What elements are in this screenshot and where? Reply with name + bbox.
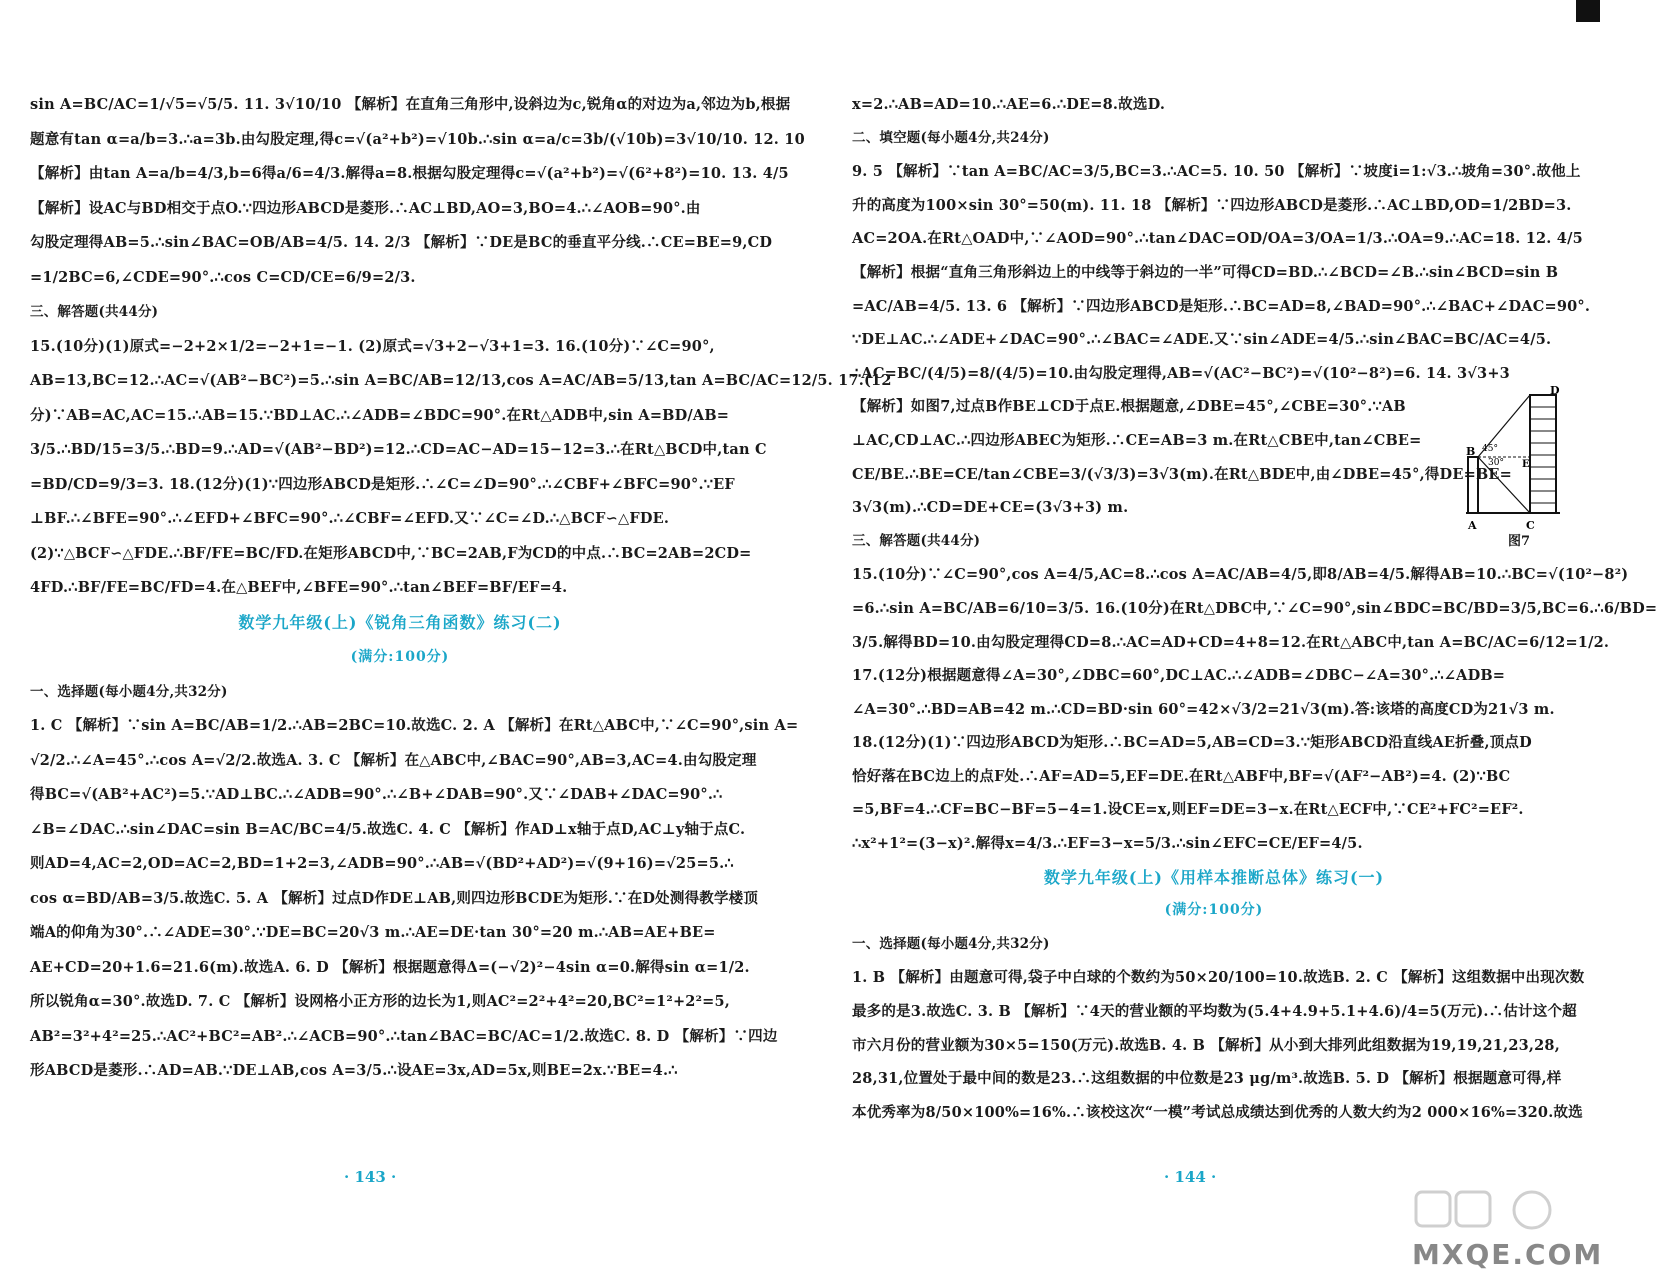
left-text-line: cos α=BD/AB=3/5.故选C. 5. A 【解析】过点D作DE⊥AB,则四边形BCDE为矩形.∵在D处测得教学楼顶 xyxy=(30,889,759,907)
right-text-line: =AC/AB=4/5. 13. 6 【解析】∵四边形ABCD是矩形.∴BC=AD=8,∠BAD=90°.∴∠BAC+∠DAC=90°. xyxy=(852,297,1591,315)
watermark-text: MXQE.COM xyxy=(1412,1238,1604,1271)
left-text-line: 所以锐角α=30°.故选D. 7. C 【解析】设网格小正方形的边长为1,则AC²=2²+4²=20,BC²=1²+2²=5, xyxy=(30,993,731,1010)
left-text-line: 分)∵AB=AC,AC=15.∴AB=15.∵BD⊥AC.∴∠ADB=∠BDC=90°.在Rt△ADB中,sin A=BD/AB= xyxy=(30,406,730,424)
left-text-line: √2/2.∴∠A=45°.∴cos A=√2/2.故选A. 3. C 【解析】在△ABC中,∠BAC=90°,AB=3,AC=4.由勾股定理 xyxy=(30,751,757,769)
left-text-line: 3/5.∴BD/15=3/5.∴BD=9.∴AD=√(AB²−BD²)=12.∴CD=AC−AD=15−12=3.∴在Rt△BCD中,tan C xyxy=(30,441,767,458)
left-answer-block-1 xyxy=(30,88,805,295)
left-text-line: (2)∵△BCF∽△FDE.∴BF/FE=BC/FD.在矩形ABCD中,∵BC=2AB,F为CD的中点.∴BC=2AB=2CD= xyxy=(30,544,752,562)
left-text-line: sin A=BC/AC=1/√5=√5/5. 11. 3√10/10 【解析】在直角三角形中,设斜边为c,锐角α的对边为a,邻边为b,根据 xyxy=(30,96,791,113)
right-text-line: 18.(12分)(1)∵四边形ABCD为矩形.∴BC=AD=5,AB=CD=3.∵矩形ABCD沿直线AE折叠,顶点D xyxy=(852,734,1532,752)
exercise-subtitle-score: (满分:100分) xyxy=(350,649,450,665)
left-text-line: 则AD=4,AC=2,OD=AC=2,BD=1+2=3,∠ADB=90°.∴AB=√(BD²+AD²)=√(9+16)=√25=5.∴ xyxy=(30,855,734,872)
angle-45: 45° xyxy=(1482,444,1498,454)
left-text-line: AB=13,BC=12.∴AC=√(AB²−BC²)=5.∴sin A=BC/AB=12/13,cos A=AC/AB=5/13,tan A=BC/AC=12/5. 17.(12 xyxy=(30,372,892,389)
left-text-line: 15.(10分)(1)原式=−2+2×1/2=−2+1=−1. (2)原式=√3+2−√3+1=3. 16.(10分)∵∠C=90°, xyxy=(30,337,715,355)
right-text-line: ∵DE⊥AC.∴∠ADE+∠DAC=90°.∴∠BAC=∠ADE.又∵sin∠ADE=4/5.∴sin∠BAC=BC/AC=4/5. xyxy=(852,331,1552,349)
page-number-144: · 144 · xyxy=(1164,1168,1217,1186)
left-text-line: 端A的仰角为30°.∴∠ADE=30°.∵DE=BC=20√3 m.∴AE=DE·tan 30°=20 m.∴AB=AE+BE= xyxy=(30,924,716,941)
section-heading-jieda-right: 三、解答题(共44分) xyxy=(852,532,981,549)
right-text-line: ∠A=30°.∴BD=AB=42 m.∴CD=BD·sin 60°=42×√3/2=21√3(m).答:该塔的高度CD为21√3 m. xyxy=(852,700,1555,718)
left-text-line: 勾股定理得AB=5.∴sin∠BAC=OB/AB=4/5. 14. 2/3 【解析】∵DE是BC的垂直平分线.∴CE=BE=9,CD xyxy=(30,234,773,251)
left-text-line: ⊥BF.∴∠BFE=90°.∴∠EFD+∠BFC=90°.∴∠CBF=∠EFD.又∵∠C=∠D.∴△BCF∽△FDE. xyxy=(30,510,670,527)
exercise-title-trig-2: 数学九年级(上)《锐角三角函数》练习(二) xyxy=(238,612,562,632)
section-heading-xuanze-right: 一、选择题(每小题4分,共32分) xyxy=(852,935,1050,952)
right-answer-block-1 xyxy=(852,88,1576,122)
right-text-line: ⊥AC,CD⊥AC.∴四边形ABEC为矩形.∴CE=AB=3 m.在Rt△CBE中,tan∠CBE= xyxy=(852,431,1422,449)
figure-7-tower-diagram xyxy=(1466,385,1578,533)
left-page xyxy=(30,88,892,1089)
left-text-line: AE+CD=20+1.6=21.6(m).故选A. 6. D 【解析】根据题意得Δ=(−√2)²−4sin α=0.解得sin α=1/2. xyxy=(30,958,750,976)
left-text-line: 【解析】设AC与BD相交于点O.∵四边形ABCD是菱形.∴AC⊥BD,AO=3,BO=4.∴∠AOB=90°.由 xyxy=(30,199,701,217)
right-text-line: AC=2OA.在Rt△OAD中,∵∠AOD=90°.∴tan∠DAC=OD/OA=3/OA=1/3.∴OA=9.∴AC=18. 12. 4/5 xyxy=(852,230,1583,248)
right-text-line: =5,BF=4.∴CF=BC−BF=5−4=1.设CE=x,则EF=DE=3−x.在Rt△ECF中,∵CE²+FC²=EF². xyxy=(852,801,1524,819)
figure-7-caption: 图7 xyxy=(1508,534,1531,549)
right-text-line: 3√3(m).∴CD=DE+CE=(3√3+3) m. xyxy=(852,499,1129,517)
right-text-line: 1. B 【解析】由题意可得,袋子中白球的个数约为50×20/100=10.故选B. 2. C 【解析】这组数据中出现次数 xyxy=(852,969,1585,987)
right-text-line: 升的高度为100×sin 30°=50(m). 11. 18 【解析】∵四边形ABCD是菱形.∴AC⊥BD,OD=1/2BD=3. xyxy=(852,196,1572,214)
right-answer-block-4 xyxy=(852,961,1585,1129)
right-page xyxy=(852,88,1657,1129)
building-outline xyxy=(1530,395,1556,513)
left-text-line: 1. C 【解析】∵sin A=BC/AB=1/2.∴AB=2BC=10.故选C. 2. A 【解析】在Rt△ABC中,∵∠C=90°,sin A= xyxy=(30,717,799,734)
right-text-line: 恰好落在BC边上的点F处.∴AF=AD=5,EF=DE.在Rt△ABF中,BF=√(AF²−AB²)=4. (2)∵BC xyxy=(852,767,1511,785)
right-text-line: 17.(12分)根据题意得∠A=30°,∠DBC=60°,DC⊥AC.∴∠ADB=∠DBC−∠A=30°.∴∠ADB= xyxy=(852,667,1506,685)
right-text-line: 28,31,位置处于最中间的数是23.∴这组数据的中位数是23 μg/m³.故选B. 5. D 【解析】根据题意可得,样 xyxy=(852,1070,1562,1088)
exercise-title-sampling-1: 数学九年级(上)《用样本推断总体》练习(一) xyxy=(1043,867,1385,887)
left-answer-block-2 xyxy=(30,330,892,606)
left-text-line: 【解析】由tan A=a/b=4/3,b=6得a/6=4/3.解得a=8.根据勾股定理得c=√(a²+b²)=√(6²+8²)=10. 13. 4/5 xyxy=(30,165,789,182)
right-text-line: 本优秀率为8/50×100%=16%.∴该校这次“一模”考试总成绩达到优秀的人数大约为2 000×16%=320.故选 xyxy=(852,1103,1583,1121)
right-text-line: 最多的是3.故选C. 3. B 【解析】∵4天的营业额的平均数为(5.4+4.9+5.1+4.6)/4=5(万元).∴估计这个超 xyxy=(852,1003,1577,1021)
left-text-line: 4FD.∴BF/FE=BC/FD=4.在△BEF中,∠BFE=90°.∴tan∠BEF=BF/EF=4. xyxy=(30,579,568,596)
section-heading-jieda-left: 三、解答题(共44分) xyxy=(30,304,159,320)
left-text-line: 题意有tan α=a/b=3.∴a=3b.由勾股定理,得c=√(a²+b²)=√10b.∴sin α=a/c=3b/(√10b)=3√10/10. 12. 10 xyxy=(30,130,805,148)
left-text-line: AB²=3²+4²=25.∴AC²+BC²=AB².∴∠ACB=90°.∴tan∠BAC=BC/AC=1/2.故选C. 8. D 【解析】∵四边 xyxy=(30,1027,778,1045)
corner-mark xyxy=(1576,0,1600,22)
left-text-line: 形ABCD是菱形.∴AD=AB.∵DE⊥AB,cos A=3/5.∴设AE=3x,AD=5x,则BE=2x.∵BE=4.∴ xyxy=(30,1062,678,1079)
left-text-line: ∠B=∠DAC.∴sin∠DAC=sin B=AC/BC=4/5.故选C. 4. C 【解析】作AD⊥x轴于点D,AC⊥y轴于点C. xyxy=(30,820,746,838)
left-text-line: 得BC=√(AB²+AC²)=5.∵AD⊥BC.∴∠ADB=90°.∴∠B+∠DAB=90°.又∵∠DAB+∠DAC=90°.∴ xyxy=(30,786,723,803)
right-text-line: ∴AC=BC/(4/5)=8/(4/5)=10.由勾股定理得,AB=√(AC²−BC²)=√(10²−8²)=6. 14. 3√3+3 xyxy=(852,364,1510,382)
left-text-line: =1/2BC=6,∠CDE=90°.∴cos C=CD/CE=6/9=2/3. xyxy=(30,268,416,286)
angle-30: 30° xyxy=(1488,458,1504,468)
right-text-line: ∴x²+1²=(3−x)².解得x=4/3.∴EF=3−x=5/3.∴sin∠EFC=CE/EF=4/5. xyxy=(852,835,1363,853)
right-text-line: CE/BE.∴BE=CE/tan∠CBE=3/(√3/3)=3√3(m).在Rt△BDE中,由∠DBE=45°,得DE=BE= xyxy=(852,465,1512,483)
point-c: C xyxy=(1526,519,1535,532)
right-text-line: 9. 5 【解析】∵tan A=BC/AC=3/5,BC=3.∴AC=5. 10. 50 【解析】∵坡度i=1:√3.∴坡角=30°.故他上 xyxy=(852,163,1581,181)
point-a: A xyxy=(1468,519,1477,532)
point-e: E xyxy=(1522,459,1530,470)
page-number-143: · 143 · xyxy=(344,1168,397,1186)
right-text-line: 15.(10分)∵∠C=90°,cos A=4/5,AC=8.∴cos A=AC/AB=4/5,即8/AB=4/5.解得AB=10.∴BC=√(10²−8²) xyxy=(852,566,1629,584)
exercise-subtitle-score-right: (满分:100分) xyxy=(1164,902,1264,919)
point-b: B xyxy=(1466,445,1476,458)
right-text-line: x=2.∴AB=AD=10.∴AE=6.∴DE=8.故选D. xyxy=(852,96,1166,113)
right-text-line: 3/5.解得BD=10.由勾股定理得CD=8.∴AC=AD+CD=4+8=12.在Rt△ABC中,tan A=BC/AC=6/12=1/2. xyxy=(852,633,1610,651)
right-text-line: =6.∴sin A=BC/AB=6/10=3/5. 16.(10分)在Rt△DBC中,∵∠C=90°,sin∠BDC=BC/BD=3/5,BC=6.∴6/BD= xyxy=(852,599,1657,617)
right-text-line: 【解析】根据“直角三角形斜边上的中线等于斜边的一半”可得CD=BD.∴∠BCD=∠B.∴sin∠BCD=sin B xyxy=(852,263,1559,281)
left-answer-block-3 xyxy=(30,709,799,1089)
left-text-line: =BD/CD=9/3=3. 18.(12分)(1)∵四边形ABCD是矩形.∴∠C=∠D=90°.∴∠CBF+∠BFC=90°.∵EF xyxy=(30,475,735,493)
building-floors xyxy=(1530,407,1556,503)
right-text-line: 市六月份的营业额为30×5=150(万元).故选B. 4. B 【解析】从小到大排列此组数据为19,19,21,23,28, xyxy=(852,1036,1560,1054)
point-d: D xyxy=(1550,384,1560,397)
right-text-line: 【解析】如图7,过点B作BE⊥CD于点E.根据题意,∠DBE=45°,∠CBE=30°.∵AB xyxy=(852,398,1406,416)
right-answer-block-3 xyxy=(852,558,1657,860)
section-heading-xuanze-left: 一、选择题(每小题4分,共32分) xyxy=(30,683,228,700)
section-heading-tiankong: 二、填空题(每小题4分,共24分) xyxy=(852,129,1050,146)
pole-ab xyxy=(1468,457,1478,513)
